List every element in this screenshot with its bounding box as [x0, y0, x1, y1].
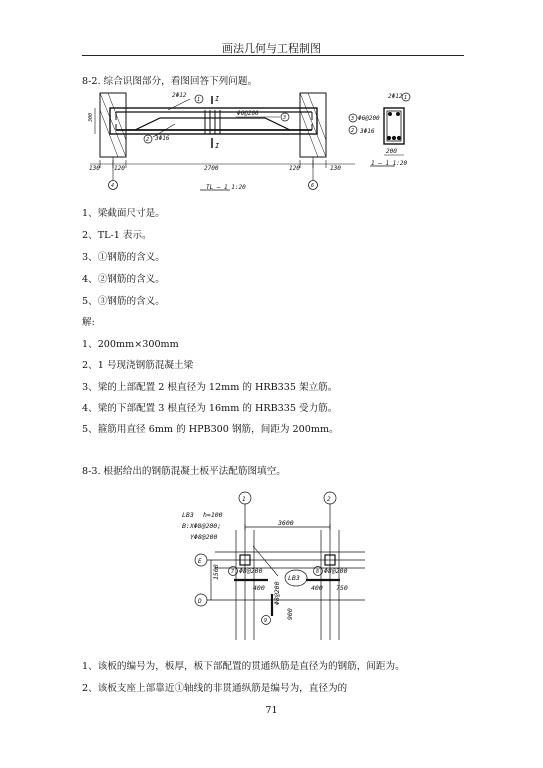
q83-question-2: 2、该板支座上部靠近①轴线的非贯通纵筋是编号为，直径为的 [82, 683, 348, 694]
slab-by: YΦ8@200 [190, 533, 218, 541]
mark-8: 8 [316, 569, 320, 575]
dim-2700: 2700 [204, 165, 219, 172]
mark-9: 9 [264, 618, 268, 624]
q82-question-3: 3、①钢筋的含义。 [82, 252, 165, 263]
dim-900: 900 [286, 608, 294, 620]
section-bottom: 3Φ16 [360, 128, 375, 135]
section-mark-bottom: I [215, 142, 220, 150]
section-mark-2: 2 [351, 128, 355, 134]
answer-4: 4、梁的下部配置 3 根直径为 16mm 的 HRB335 受力筋。 [82, 403, 338, 414]
dim-750: 750 [336, 584, 348, 592]
q82-question-2: 2、TL-1 表示。 [82, 230, 152, 241]
slab-code: LB3 [182, 511, 194, 519]
section-mark-1: 1 [404, 95, 408, 101]
q83-title: 8-3. 根据给出的钢筋混凝土板平法配筋图填空。 [82, 466, 286, 477]
span-y-dim: 1500 [212, 564, 220, 580]
q82-title: 8-2. 综合识图部分，看图回答下列问题。 [82, 76, 258, 87]
dim-120-right: 120 [289, 165, 300, 172]
section-caption: 1 — 1 1:20 [371, 160, 408, 167]
label-bottom-bar: 3Φ16 [155, 135, 170, 142]
dim-400-right: 400 [311, 584, 323, 592]
page-header-title: 画法几何与工程制图 [222, 42, 321, 55]
dim-400-left: 400 [253, 584, 265, 592]
bar9-spec: Φ8@200 [273, 581, 281, 605]
dim-height: 300 [88, 112, 94, 122]
bar7-spec: Φ8@200 [239, 567, 263, 575]
mark-2: 2 [146, 137, 150, 143]
section-width: 200 [386, 148, 397, 155]
slab-bx: B:XΦ8@200; [182, 522, 222, 530]
section-top-bar: 2Φ12 [388, 93, 403, 100]
dim-130-right: 130 [330, 165, 341, 172]
label-stirrup: Φ6@200 [237, 110, 259, 117]
axis-1: 1 [242, 496, 246, 503]
answer-3: 3、梁的上部配置 2 根直径为 12mm 的 HRB335 架立筋。 [82, 382, 338, 393]
answer-1: 1、200mm×300mm [82, 339, 179, 350]
slab-label: LB3 [288, 574, 300, 582]
mark-3: 3 [283, 115, 287, 121]
beam-caption: TL — 1 1:20 [206, 184, 246, 191]
slab-thickness: h=100 [203, 511, 223, 519]
page-number: 71 [265, 705, 278, 716]
mark-7: 7 [231, 569, 235, 575]
section-mark-top: I [215, 95, 220, 103]
axis-6: 6 [311, 183, 315, 189]
q82-question-4: 4、②钢筋的含义。 [82, 274, 165, 285]
answer-label: 解: [82, 317, 95, 328]
label-top-bar: 2Φ12 [172, 92, 187, 99]
q82-question-5: 5、③钢筋的含义。 [82, 296, 165, 307]
bar8-spec: Φ8@200 [324, 567, 348, 575]
axis-4: 4 [111, 183, 115, 189]
q83-question-1: 1、该板的编号为，板厚，板下部配置的贯通纵筋是直径为的钢筋，间距为。 [82, 661, 405, 672]
axis-2: 2 [327, 496, 331, 503]
span-dim: 3600 [278, 519, 294, 527]
mark-1: 1 [197, 97, 201, 103]
dim-120-left: 120 [114, 165, 125, 172]
axis-e: E [198, 558, 202, 565]
answer-5: 5、箍筋用直径 6mm 的 HPB300 钢筋，间距为 200mm。 [82, 424, 339, 435]
q82-question-1: 1、梁截面尺寸是。 [82, 208, 165, 219]
axis-d: D [198, 598, 202, 605]
section-mark-3: 3 [351, 116, 355, 122]
answer-2: 2、1 号现浇钢筋混凝土梁 [82, 360, 194, 371]
section-stirrup: Φ6@200 [358, 115, 380, 122]
dim-130-left: 130 [89, 165, 100, 172]
